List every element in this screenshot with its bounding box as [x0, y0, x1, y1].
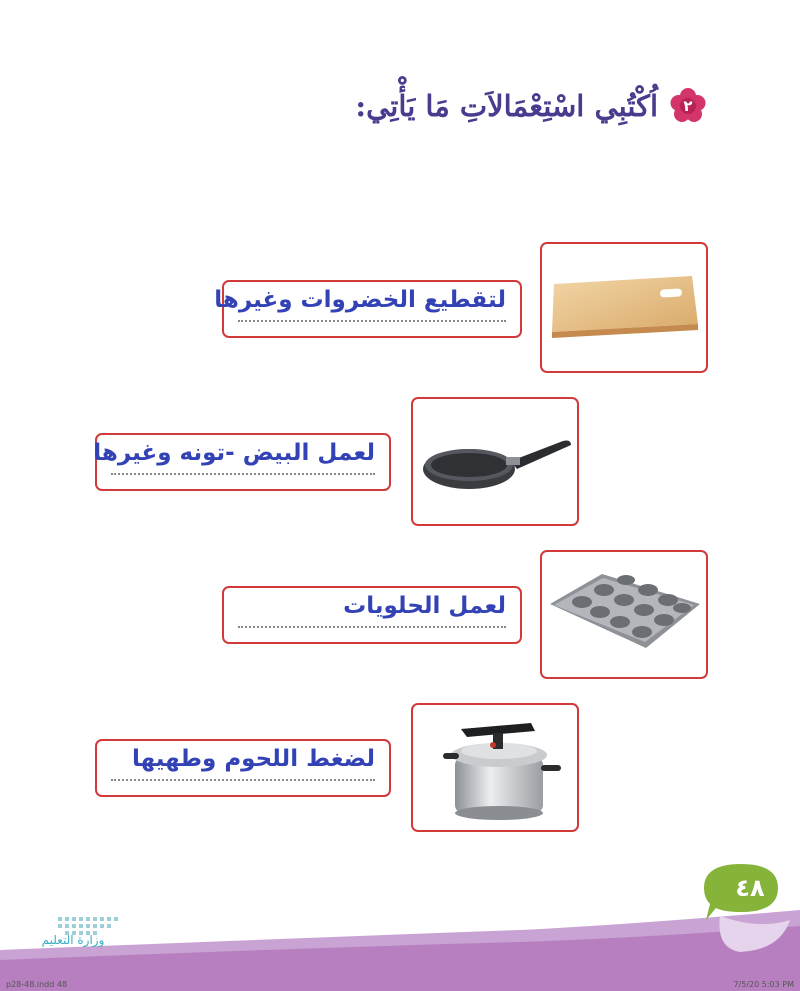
image-box-pressure-cooker: [411, 703, 579, 832]
answer-line-2: [111, 473, 375, 475]
answer-line-1: [238, 320, 506, 322]
cutting-board-icon: [542, 244, 706, 371]
answer-box-1[interactable]: [214, 280, 522, 338]
answer-text-4: لضغط اللحوم وطهيها: [131, 746, 375, 772]
answer-box-4[interactable]: [95, 739, 391, 797]
exercise-title: اُكْتُبِي اسْتِعْمَالاَتِ مَا يَأْتِي:: [355, 89, 658, 123]
ministry-name: وزارة التعليم: [41, 933, 105, 947]
answer-text-3: لعمل الحلويات: [343, 593, 506, 619]
page-number: ٤٨: [735, 874, 765, 902]
frying-pan-icon: [413, 399, 577, 524]
answer-text-1: لتقطيع الخضروات وغيرها: [214, 287, 506, 313]
exercise-heading: [355, 86, 708, 126]
answer-box-3[interactable]: [222, 586, 522, 644]
image-box-cutting-board: [540, 242, 708, 373]
print-stamp: 7/5/20 5:03 PM: [733, 980, 794, 989]
image-box-muffin-tray: [540, 550, 708, 679]
pressure-cooker-icon: [413, 705, 577, 830]
flower-badge-icon: [668, 86, 708, 126]
answer-box-2[interactable]: [95, 433, 391, 491]
image-box-frying-pan: [411, 397, 579, 526]
exercise-number: ٢: [683, 97, 693, 115]
answer-line-4: [111, 779, 375, 781]
answer-text-2: لعمل البيض -تونه وغيرها: [93, 440, 375, 466]
ministry-logo-icon: [28, 905, 124, 955]
answer-line-3: [238, 626, 506, 628]
file-slug: p28-48.indd 48: [6, 980, 68, 989]
muffin-tray-icon: [542, 552, 706, 677]
